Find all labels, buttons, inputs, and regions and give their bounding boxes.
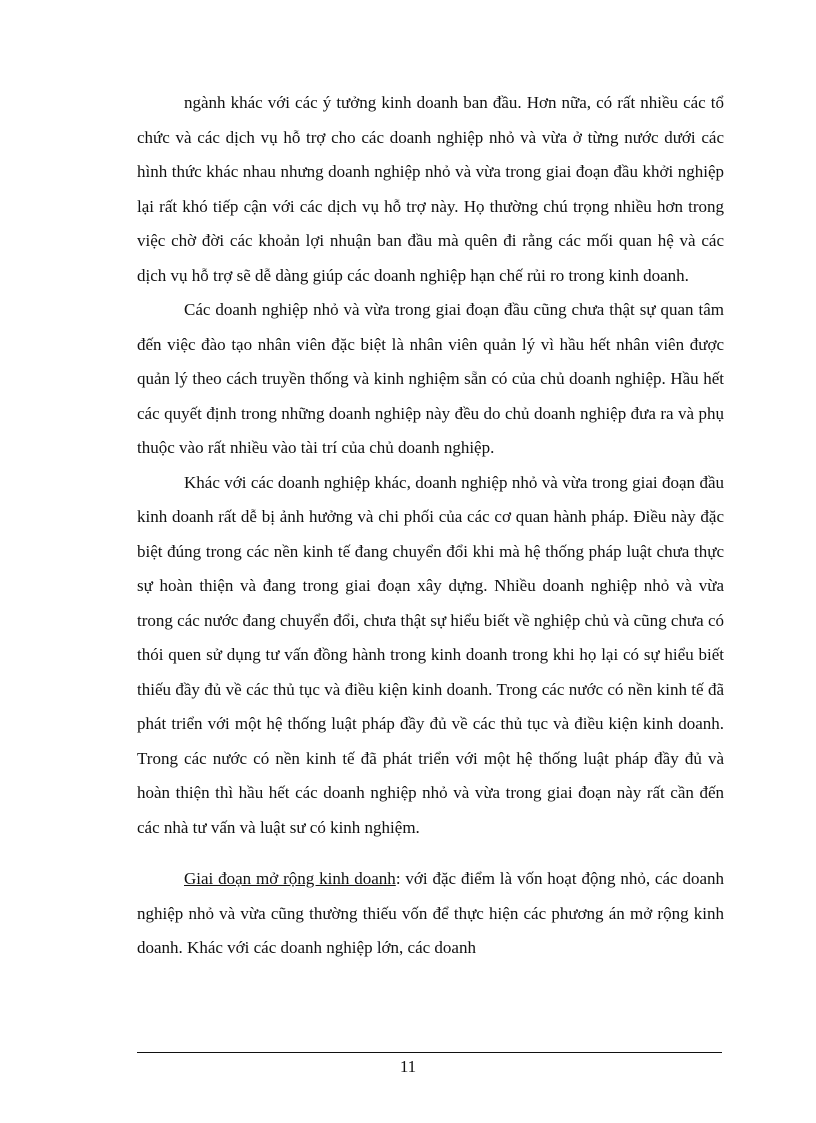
paragraph-1: ngành khác với các ý tưởng kinh doanh ban đầu. Hơn nữa, có rất nhiều các tổ chức và các dịch vụ hỗ trợ cho các doanh nghiệp nhỏ và vừa ở từng nước dưới các hình thức khác nhau nhưng doanh nghiệp nhỏ và vừa trong giai đoạn đầu khởi nghiệp lại rất khó tiếp cận với các dịch vụ hỗ trợ này. Họ thường chú trọng nhiều hơn trong việc chờ đời các khoản lợi nhuận ban đầu mà quên đi rằng các mối quan hệ và các dịch vụ hỗ trợ sẽ dễ dàng giúp các doanh nghiệp hạn chế rủi ro trong kinh doanh. — [137, 93, 724, 285]
paragraph-3: Khác với các doanh nghiệp khác, doanh nghiệp nhỏ và vừa trong giai đoạn đầu kinh doanh rất dễ bị ảnh hưởng và chi phối của các cơ quan hành pháp. Điều này đặc biệt đúng trong các nền kinh tế đang chuyển đổi khi mà hệ thống pháp luật chưa thực sự hoàn thiện và đang trong giai đoạn xây dựng. Nhiều doanh nghiệp nhỏ và vừa trong các nước đang chuyển đổi, chưa thật sự hiểu biết về nghiệp chủ và cũng chưa có thói quen sử dụng tư vấn đồng hành trong kinh doanh trong khi họ lại có sự hiểu biết thiếu đầy đủ về các thủ tục và điều kiện kinh doanh. Trong các nước có nền kinh tế đã phát triển với một hệ thống luật pháp đầy đủ về các thủ tục và điều kiện kinh doanh. Trong các nước có nền kinh tế đã phát triển với một hệ thống luật pháp đầy đủ và hoàn thiện thì hầu hết các doanh nghiệp nhỏ và vừa trong giai đoạn này rất cần đến các nhà tư vấn và luật sư có kinh nghiệm. — [137, 472, 724, 837]
footer-divider — [137, 1052, 722, 1053]
paragraph-section — [137, 862, 724, 966]
page-number: 11 — [399, 1057, 417, 1076]
section-text: : với đặc điểm là vốn hoạt động nhỏ, các doanh nghiệp nhỏ và vừa cũng thường thiếu vốn để thực hiện các phương án mở rộng kinh doanh. Khác với các doanh nghiệp lớn, các doanh — [137, 869, 724, 957]
section-heading: Giai đoạn mở rộng kinh doanh — [184, 869, 396, 888]
paragraph-2: Các doanh nghiệp nhỏ và vừa trong giai đoạn đầu cũng chưa thật sự quan tâm đến việc đào tạo nhân viên đặc biệt là nhân viên quản lý vì hầu hết nhân viên được quản lý theo cách truyền thống và kinh nghiệm sẵn có của chủ doanh nghiệp. Hầu hết các quyết định trong những doanh nghiệp này đều do chủ doanh nghiệp đưa ra và phụ thuộc vào rất nhiều vào tài trí của chủ doanh nghiệp. — [137, 300, 724, 457]
body-text — [137, 86, 724, 966]
